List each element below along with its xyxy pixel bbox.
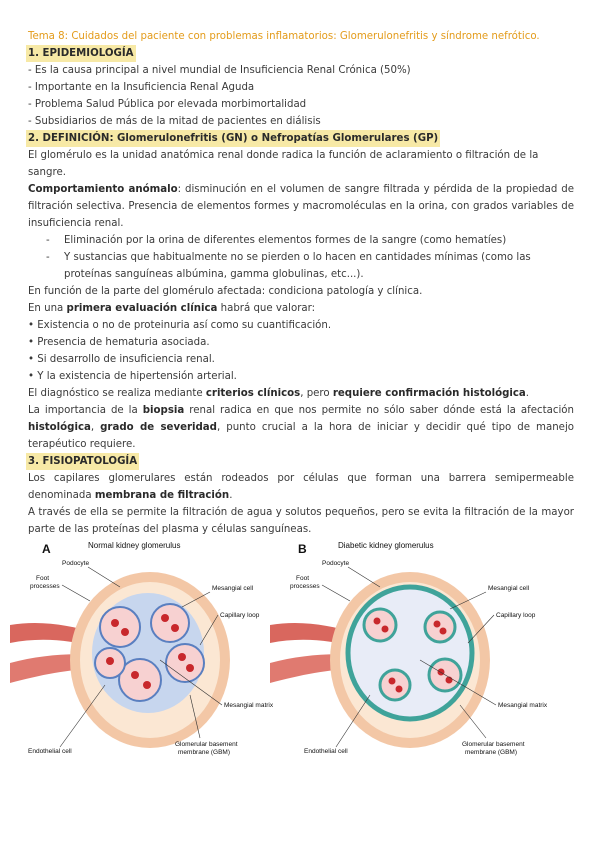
label-podocyte: Podocyte	[322, 560, 350, 567]
panel-a-title: Normal kidney glomerulus	[88, 541, 181, 550]
text: , pero	[300, 388, 333, 399]
label-gbm-2: membrane (GBM)	[465, 749, 518, 756]
text: Eliminación por la orina de diferentes elementos formes de la sangre (como hematíes)	[64, 235, 507, 246]
paragraph	[28, 385, 574, 402]
label-gbm: Glomerular basement	[175, 741, 238, 748]
text: , punto crucial a la hora de iniciar y decidir qué tipo de manejo terapéutico requiere.	[28, 422, 575, 450]
panel-b-letter: B	[298, 542, 307, 556]
text: En una	[28, 303, 67, 314]
label-foot-processes: processes	[30, 583, 60, 590]
document-title: Tema 8: Cuidados del paciente con problemas inflamatorios: Glomerulonefritis y síndrome nefrótico.	[28, 31, 540, 42]
label-mesangial-matrix: Mesangial matrix	[224, 702, 274, 709]
bold-text: Comportamiento anómalo	[28, 184, 178, 195]
bold-text: membrana de filtración	[94, 490, 230, 501]
paragraph	[28, 300, 574, 317]
bullet-item: • Presencia de hematuria asociada.	[28, 337, 210, 348]
glomerulus-illustration	[0, 535, 600, 765]
bold-text: primera evaluación clínica	[66, 303, 218, 314]
text: Los capilares glomerulares están rodeados por células que forman una barrera semipermeable denominada	[28, 473, 574, 501]
text: .	[229, 490, 233, 501]
dash-marker: -	[46, 235, 50, 246]
paragraph	[28, 402, 574, 453]
thickened-gbm-shape	[348, 587, 472, 719]
text: : disminución en el volumen de sangre filtrada y pérdida de la propiedad de filtración selectiva. Presencia de elementos formes y macromoléculas en la orina, con grados variables de insuficiencia renal.	[28, 184, 574, 229]
paragraph: A través de ella se permite la filtración de agua y solutos pequeños, pero se evita la filtración de la mayor parte de las proteínas del plasma y células sanguíneas.	[28, 507, 574, 535]
text: renal radica en que nos permite no sólo saber dónde está la afectación	[184, 405, 574, 416]
epi-item: - Problema Salud Pública por elevada morbimortalidad	[28, 99, 307, 110]
epi-item: - Subsidiarios de más de la mitad de pacientes en diálisis	[28, 116, 321, 127]
paragraph: El glomérulo es la unidad anatómica renal donde radica la función de aclaramiento o filtración de la sangre.	[28, 150, 539, 178]
capillary-loop-shape	[364, 609, 396, 641]
panel-a	[10, 541, 274, 756]
text: El diagnóstico se realiza mediante	[28, 388, 206, 399]
panel-b-title: Diabetic kidney glomerulus	[338, 541, 434, 550]
text: .	[525, 388, 530, 399]
label-endothelial-cell: Endothelial cell	[304, 748, 348, 755]
label-foot: Foot	[296, 575, 310, 582]
capillary-loop-shape	[425, 612, 455, 642]
label-mesangial-cell: Mesangial cell	[212, 585, 254, 592]
capillary-loop-shape	[151, 604, 189, 642]
capillary-loop-shape	[100, 607, 140, 647]
paragraph: En función de la parte del glomérulo afectada: condiciona patología y clínica.	[28, 286, 423, 297]
paragraph	[28, 470, 574, 504]
bullet-item: • Existencia o no de proteinuria así como su cuantificación.	[28, 320, 332, 331]
bold-text: biopsia	[142, 405, 185, 416]
glomerulus-figure	[0, 535, 600, 765]
label-foot-processes: processes	[290, 583, 320, 590]
label-foot: Foot	[36, 575, 50, 582]
bold-text: grado de severidad	[100, 422, 217, 433]
label-capillary-loop: Capillary loop	[496, 612, 536, 619]
text: habrá que valorar:	[217, 303, 316, 314]
dash-item	[28, 232, 574, 249]
bold-text: requiere confirmación histológica	[332, 388, 526, 399]
label-endothelial-cell: Endothelial cell	[28, 748, 72, 755]
bold-text: criterios clínicos	[205, 388, 301, 399]
bullet-item: • Y la existencia de hipertensión arterial.	[28, 371, 237, 382]
paragraph	[28, 181, 574, 232]
panel-a-letter: A	[42, 542, 51, 556]
document-page	[28, 28, 574, 538]
epi-item: - Es la causa principal a nivel mundial de Insuficiencia Renal Crónica (50%)	[28, 65, 411, 76]
capillary-loop-shape	[166, 644, 204, 682]
dash-item	[28, 249, 574, 283]
dash-marker: -	[46, 252, 50, 263]
label-gbm-2: membrane (GBM)	[178, 749, 231, 756]
label-mesangial-cell: Mesangial cell	[488, 585, 530, 592]
section-heading-definicion: 2. DEFINICIÓN: Glomerulonefritis (GN) o Nefropatías Glomerulares (GP)	[26, 130, 440, 147]
text: Y sustancias que habitualmente no se pierden o lo hacen en cantidades mínimas (como las proteínas sanguíneas albúmina, gamma globulinas, etc...).	[64, 252, 531, 280]
label-mesangial-matrix: Mesangial matrix	[498, 702, 548, 709]
text: La importancia de la	[28, 405, 143, 416]
label-gbm: Glomerular basement	[462, 741, 525, 748]
section-heading-fisiopatologia: 3. FISIOPATOLOGÍA	[26, 453, 139, 470]
bullet-item: • Si desarrollo de insuficiencia renal.	[28, 354, 215, 365]
bold-text: histológica	[28, 422, 91, 433]
section-heading-epidemiologia: 1. EPIDEMIOLOGÍA	[26, 45, 136, 62]
text: ,	[90, 422, 101, 433]
epi-item: - Importante en la Insuficiencia Renal Aguda	[28, 82, 255, 93]
label-capillary-loop: Capillary loop	[220, 612, 260, 619]
label-podocyte: Podocyte	[62, 560, 90, 567]
panel-b	[270, 541, 548, 756]
capillary-loop-shape	[380, 670, 410, 700]
